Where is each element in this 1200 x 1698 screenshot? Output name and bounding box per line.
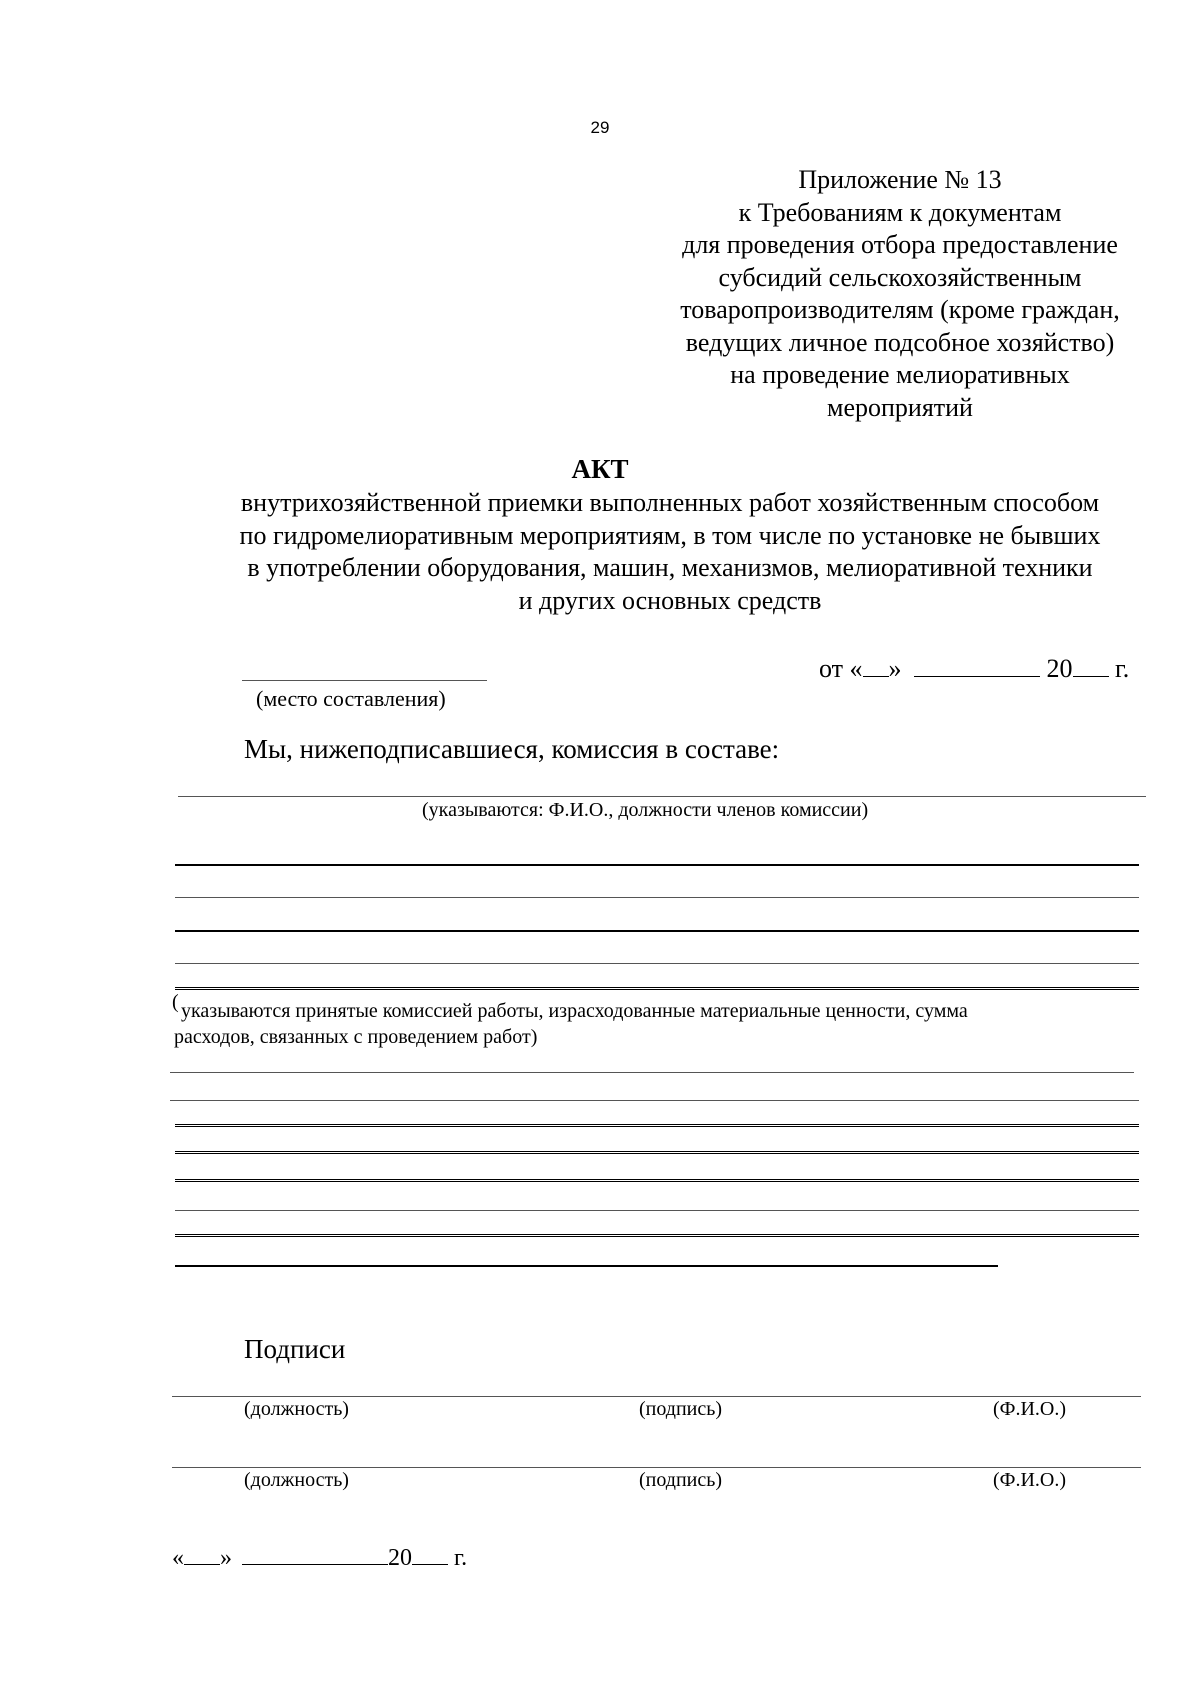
commission-hint: (указываются: Ф.И.О., должности членов комиссии) [422, 799, 869, 821]
blank-line[interactable] [170, 1072, 1134, 1073]
act-subtitle-line: по гидромелиоративным мероприятиям, в том числе по установке не бывших [239, 520, 1101, 550]
works-hint-paren: ( [172, 991, 179, 1013]
appendix-line: товаропроизводителям (кроме граждан, [680, 295, 1120, 324]
blank-line[interactable] [175, 1179, 1139, 1185]
signature-line[interactable] [172, 1467, 1141, 1468]
act-subtitle [140, 487, 1200, 617]
blank-line[interactable] [175, 864, 1139, 866]
date-year-suffix: г. [1115, 654, 1130, 683]
place-field-line[interactable] [242, 680, 487, 681]
signature-name-caption: (Ф.И.О.) [993, 1469, 1067, 1491]
date-month-field[interactable] [914, 654, 1040, 677]
footer-date-close: » [220, 1545, 232, 1571]
works-hint-line: указываются принятые комиссией работы, израсходованные материальные ценности, сумма [181, 1000, 968, 1022]
page-number: 29 [590, 118, 610, 137]
blank-line[interactable] [175, 1265, 998, 1267]
appendix-header [640, 164, 1160, 424]
works-hint-line: расходов, связанных с проведением работ) [174, 1026, 538, 1048]
date-day-field[interactable] [863, 654, 889, 677]
footer-day-field[interactable] [184, 1544, 220, 1565]
date-prefix: от « [819, 654, 863, 683]
footer-year-suffix: г. [454, 1545, 468, 1571]
act-title: АКТ [571, 454, 629, 484]
commission-intro: Мы, нижеподписавшиеся, комиссия в составе: [244, 734, 780, 764]
blank-line[interactable] [175, 987, 1139, 993]
blank-line[interactable] [175, 1124, 1139, 1130]
blank-line[interactable] [175, 897, 1139, 898]
footer-date [172, 1544, 467, 1572]
blank-line[interactable] [175, 930, 1139, 932]
date-year-prefix: 20 [1046, 654, 1073, 683]
date-header [819, 654, 1129, 684]
blank-line[interactable] [175, 963, 1139, 964]
place-caption: (место составления) [256, 686, 446, 711]
blank-line[interactable] [175, 1234, 1139, 1240]
appendix-line: на проведение мелиоративных [730, 360, 1070, 389]
act-subtitle-line: в употреблении оборудования, машин, механизмов, мелиоративной техники [247, 553, 1093, 582]
appendix-line: субсидий сельскохозяйственным [718, 262, 1082, 292]
date-quote-close: » [888, 654, 902, 683]
signature-name-caption: (Ф.И.О.) [993, 1398, 1067, 1420]
act-subtitle-line: внутрихозяйственной приемки выполненных работ хозяйственным способом [240, 488, 1100, 517]
footer-date-open: « [172, 1545, 184, 1571]
signature-position-caption: (должность) [244, 1469, 349, 1491]
act-subtitle-line: и других основных средств [518, 585, 822, 615]
appendix-line: для проведения отбора предоставление [682, 230, 1118, 259]
footer-year-field[interactable] [412, 1544, 448, 1565]
date-year-field[interactable] [1073, 654, 1109, 677]
footer-year-prefix: 20 [388, 1545, 412, 1571]
signature-sign-caption: (подпись) [639, 1469, 723, 1491]
blank-line[interactable] [175, 1151, 1139, 1157]
commission-field-line[interactable] [178, 796, 1146, 797]
appendix-line: ведущих личное подсобное хозяйство) [685, 327, 1115, 357]
appendix-line: Приложение № 13 [798, 165, 1002, 194]
appendix-line: мероприятий [827, 392, 973, 422]
blank-line[interactable] [170, 1100, 1139, 1101]
signatures-heading: Подписи [244, 1334, 346, 1364]
signature-line[interactable] [172, 1396, 1141, 1397]
blank-line[interactable] [175, 1210, 1139, 1211]
signature-sign-caption: (подпись) [639, 1398, 723, 1420]
footer-month-field[interactable] [242, 1544, 388, 1565]
signature-position-caption: (должность) [244, 1398, 349, 1420]
appendix-line: к Требованиям к документам [738, 197, 1062, 227]
